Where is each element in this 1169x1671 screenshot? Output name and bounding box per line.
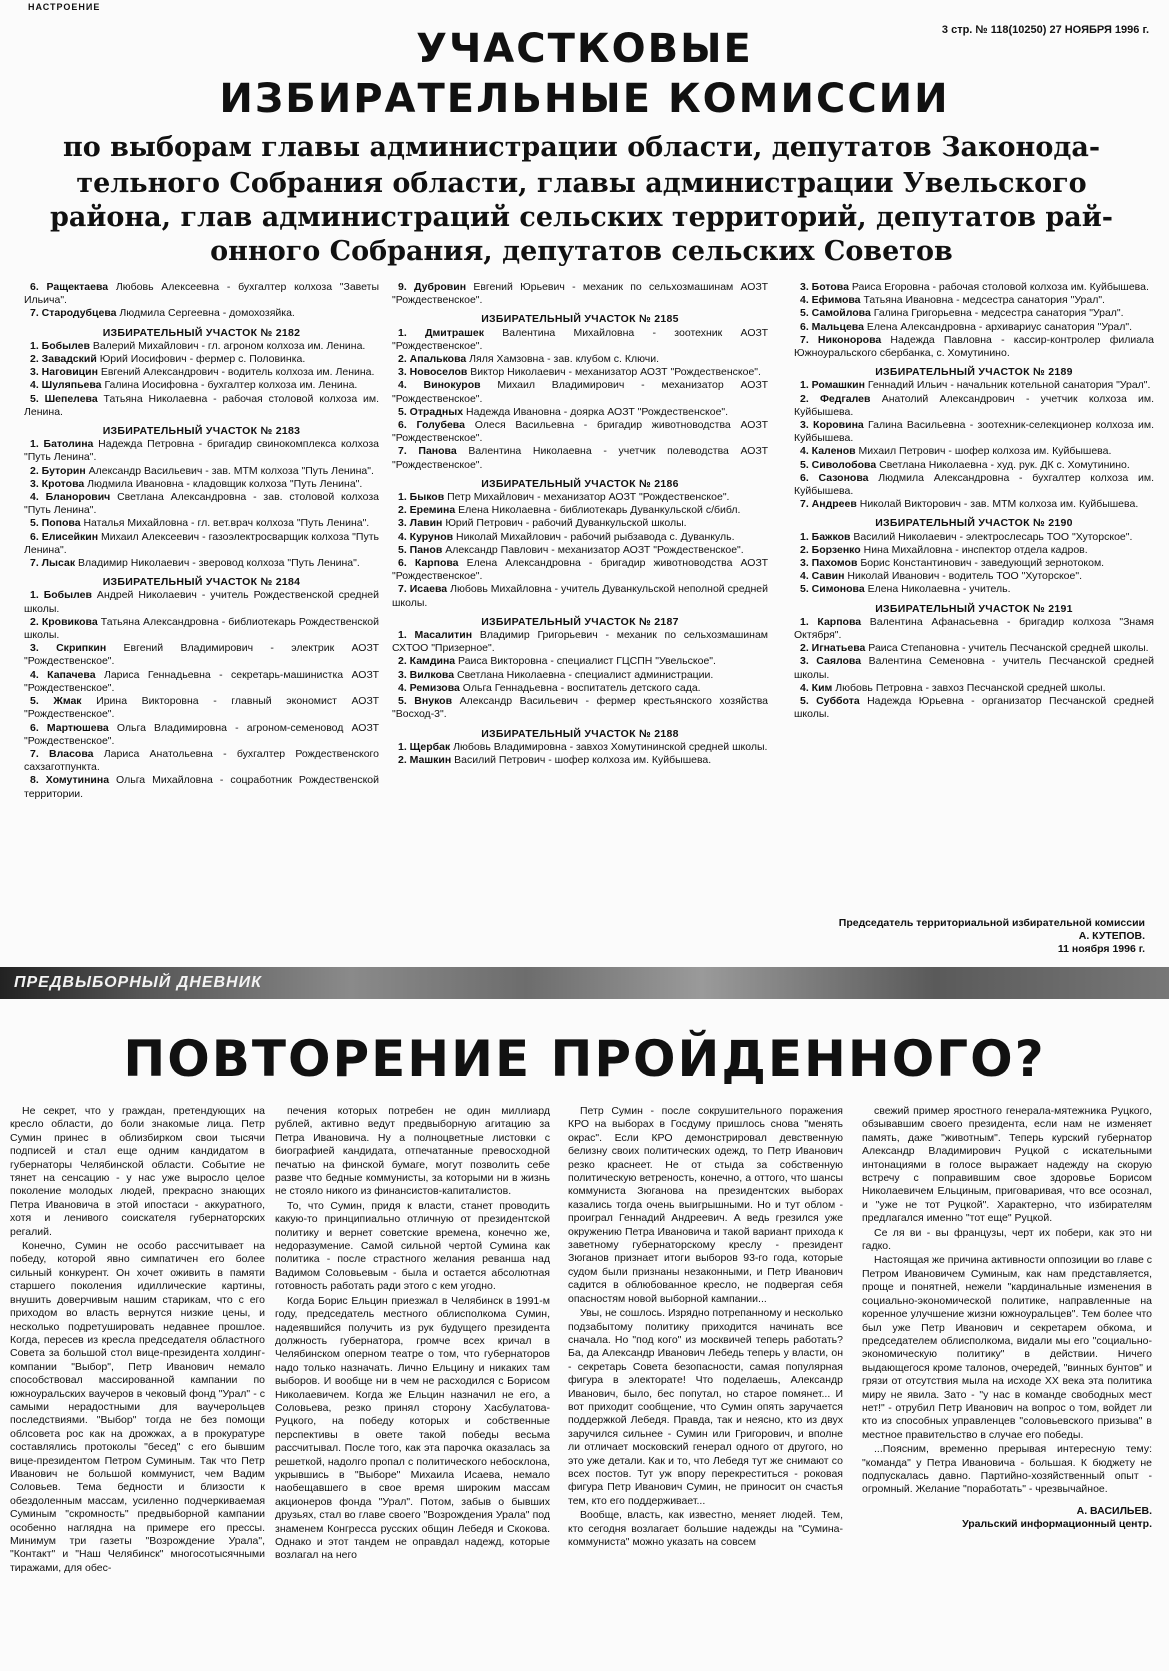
member-entry: 4. Шуляпьева Галина Иосифовна - бухгалтер колхоза им. Ленина. bbox=[30, 379, 358, 392]
member-entry: 1. Быков Петр Михайлович - механизатор АОЗТ "Рождественское". bbox=[398, 491, 730, 504]
article-column-4 bbox=[862, 1105, 1152, 1532]
signature-date: 11 ноября 1996 г. bbox=[1057, 943, 1145, 955]
subtitle-line3: района, глав администраций сельских территорий, депутатов рай- bbox=[50, 202, 1113, 233]
article-paragraph: Се ля ви - вы французы, черт их побери, как это ни гадко. bbox=[862, 1226, 1152, 1253]
article-source: Уральский информационный центр. bbox=[962, 1518, 1152, 1531]
subtitle-line1: по выборам главы администрации области, депутатов Законода- bbox=[62, 132, 1101, 163]
article-column-2 bbox=[275, 1105, 550, 1564]
member-entry: 5. Сиволобова Светлана Николаевна - худ. рук. ДК с. Хомутинино. bbox=[800, 458, 1130, 471]
member-list bbox=[794, 281, 1154, 360]
member-entry: 1. Ромашкин Геннадий Ильич - начальник котельной санатория "Урал". bbox=[800, 379, 1151, 392]
member-entry: 1. Батолина Надежда Петровна - бригадир свинокомплекса колхоза "Путь Ленина". bbox=[24, 438, 379, 464]
subtitle-line2: тельного Собрания области, главы администрации Увельского bbox=[76, 168, 1087, 199]
section-band bbox=[0, 967, 1169, 999]
member-entry: 1. Масалитин Владимир Григорьевич - механик по сельхозмашинам СХТОО "Призерное". bbox=[392, 629, 769, 655]
section-label: НАСТРОЕНИЕ bbox=[28, 2, 101, 12]
precinct-heading: ИЗБИРАТЕЛЬНЫЙ УЧАСТОК № 2189 bbox=[875, 366, 1073, 379]
member-list bbox=[24, 281, 379, 321]
member-list bbox=[392, 491, 768, 610]
member-entry: 5. Отрадных Надежда Ивановна - доярка АОЗТ "Рождественское". bbox=[398, 405, 729, 418]
member-entry: 5. Шепелева Татьяна Николаевна - рабочая столовой колхоза им. Ленина. bbox=[24, 392, 379, 418]
member-entry: 4. Бланорович Светлана Александровна - зав. столовой колхоза "Путь Ленина". bbox=[24, 491, 379, 517]
member-entry: 3. Наговицин Евгений Александрович - водитель колхоза им. Ленина. bbox=[30, 366, 375, 379]
member-entry: 2. Федгалев Анатолий Александрович - учетчик колхоза им. Куйбышева. bbox=[794, 392, 1155, 418]
article-paragraph: свежий пример яростного генерала-мятежника Руцкого, обзывавшим своего президента, если нам не изменяет память, даже "животным". Теперь курский губернатор Александр Владимирович Руцкой с искательными интонациями в голосе выражает надежду на скорую встречу с поправившим свое здоровье Борисом Николаевичем Ельциным, приговаривая, что все осознал, и "уже не тот Руцкой". Характерно, что избирателям предлагался именно "тот еще" Руцкой. bbox=[862, 1105, 1152, 1225]
precinct-heading: ИЗБИРАТЕЛЬНЫЙ УЧАСТОК № 2186 bbox=[481, 477, 679, 490]
member-list bbox=[24, 340, 379, 419]
issue-info: 3 стр. № 118(10250) 27 НОЯБРЯ 1996 г. bbox=[941, 24, 1149, 36]
article-headline: ПОВТОРЕНИЕ ПРОЙДЕННОГО? bbox=[123, 1030, 1046, 1088]
article-paragraph: Не секрет, что у граждан, претендующих на кресло области, до боли знакомые лица. Петр Сумин принес в облизбирком свои тысячи подписей и стал еще одним кандидатом в губернаторы Челябинской области. Событие не тянет на сенсацию - у нас уже выросло целое поколение молодых людей, прекрасно знающих Петра Ивановича в этой ипостаси - аккуратного, хотя и ленивого соискателя губернаторских регалий. bbox=[10, 1105, 265, 1238]
article-paragraph: Петр Сумин - после сокрушительного поражения КРО на выборах в Госдуму пришлось снова "менять окрас". Если КРО демонстрировал девственную белизну своих политических одежд, то Петр Иванович резко краснеет. Не от стыда за собственную политическую ветреность, конечно, а оттого, что шансы коммуниста Зюганова на президентских выборах казались тогда очень выигрышными. Но и тут облом - проиграл Геннадий Андреевич. А ведь грезился уже окружению Петра Ивановича и такой вариант прихода к заветному губернаторскому креслу - президент Зюганов признает итоги выборов 93-го года, которые судом были признаны незаконными, и Петр Иванович садится в облюбованное кресло, не подвергая себя опасностям новой выборной кампании... bbox=[568, 1105, 843, 1305]
member-entry: 2. Еремина Елена Николаевна - библиотекарь Дуванкульской с/библ. bbox=[398, 504, 741, 517]
precinct-heading: ИЗБИРАТЕЛЬНЫЙ УЧАСТОК № 2184 bbox=[102, 576, 301, 589]
member-list bbox=[24, 438, 379, 570]
commission-signature bbox=[780, 917, 1145, 956]
member-entry: 1. Бобылев Андрей Николаевич - учитель Рождественской средней школы. bbox=[24, 589, 379, 615]
member-list bbox=[794, 531, 1154, 597]
member-entry: 1. Бажков Василий Николаевич - электрослесарь ТОО "Хуторское". bbox=[800, 530, 1133, 543]
member-entry: 4. Каленов Михаил Петрович - шофер колхоза им. Куйбышева. bbox=[800, 445, 1112, 458]
article-paragraph: Конечно, Сумин не особо рассчитывает на победу, которой явно симпатичен его более сильный конкурент. Он хочет оживить в памяти старшего поколения идиллические картины, внушить доверчивым нашим старикам, что с его приходом во власть вернутся низкие цены, и несколько подретушировать недавнее прошлое. Когда, пересев из кресла председателя областного Совета за большой стол вице-президента холдинг-компании "Выбор", Петр Иванович немало способствовал массированной кампании по южноуральских ваучеров в чековый фонд "Урал" - с самыми нерадостными для ваучерольцев последствиями. "Выбор" тогда не без помощи облсовета рос как на дрожжах, а в прокуратуре составлялись протоколы "бесед" с его бывшим вице-президентом Петром Суминым. Так что Петр Иванович не большой коммунист, чем Вадим Соловьев. Тема бедности и близости к обездоленным массам, усиленно подчеркиваемая Суминым "скромность" предвыборной кампании особенно наглядна на примере его прессы. Минимум три газеты "Возрождение Урала", "Контакт" и "Наш Челябинск" многосотысячными тиражами, для обес- bbox=[10, 1240, 265, 1574]
member-entry: 2. Камдина Раиса Викторовна - специалист ГЦСПН "Увельское". bbox=[398, 655, 716, 668]
member-entry: 6. Мальцева Елена Александровна - архивариус санатория "Урал". bbox=[800, 320, 1133, 333]
precinct-heading: ИЗБИРАТЕЛЬНЫЙ УЧАСТОК № 2188 bbox=[481, 727, 679, 740]
member-entry: 2. Буторин Александр Васильевич - зав. МТМ колхоза "Путь Ленина". bbox=[30, 464, 374, 477]
precinct-heading: ИЗБИРАТЕЛЬНЫЙ УЧАСТОК № 2182 bbox=[102, 326, 301, 339]
member-entry: 3. Скрипкин Евгений Владимирович - электрик АОЗТ "Рождественское". bbox=[24, 642, 379, 668]
member-entry: 4. Ефимова Татьяна Ивановна - медсестра санатория "Урал". bbox=[800, 294, 1105, 307]
member-entry: 5. Жмак Ирина Викторовна - главный экономист АОЗТ "Рождественское". bbox=[24, 695, 379, 721]
member-entry: 2. Кровикова Татьяна Александровна - библиотекарь Рождественской школы. bbox=[24, 615, 379, 642]
member-list bbox=[392, 281, 768, 307]
member-entry: 2. Машкин Василий Петрович - шофер колхоза им. Куйбышева. bbox=[398, 753, 712, 766]
member-list bbox=[392, 741, 768, 767]
subtitle-line4: онного Собрания, депутатов сельских Советов bbox=[210, 236, 953, 267]
member-entry: 4. Ремизова Ольга Геннадьевна - воспитатель детского сада. bbox=[398, 681, 701, 694]
member-entry: 7. Стародубцева Людмила Сергеевна - домохозяйка. bbox=[30, 307, 295, 320]
member-entry: 2. Апалькова Ляля Хамзовна - зав. клубом с. Ключи. bbox=[398, 353, 659, 366]
member-entry: 7. Лысак Владимир Николаевич - зверовод колхоза "Путь Ленина". bbox=[30, 557, 360, 570]
member-entry: 7. Исаева Любовь Михайловна - учитель Дуванкульской неполной средней школы. bbox=[392, 583, 769, 609]
member-entry: 3. Новоселов Виктор Николаевич - механизатор АОЗТ "Рождественское". bbox=[398, 366, 761, 379]
member-entry: 6. Мартюшева Ольга Владимировна - агроном-семеновод АОЗТ "Рождественское". bbox=[24, 721, 379, 747]
member-entry: 5. Панов Александр Павлович - механизатор АОЗТ "Рождественское". bbox=[398, 543, 744, 556]
member-entry: 6. Голубева Олеся Васильевна - бригадир животноводства АОЗТ "Рождественское". bbox=[392, 419, 768, 445]
precinct-heading: ИЗБИРАТЕЛЬНЫЙ УЧАСТОК № 2183 bbox=[102, 425, 301, 438]
member-entry: 6. Елисейкин Михаил Алексеевич - газоэлектросварщик колхоза "Путь Ленина". bbox=[24, 530, 379, 556]
member-entry: 4. Савин Николай Иванович - водитель ТОО "Хуторское". bbox=[800, 570, 1083, 583]
member-entry: 7. Панова Валентина Николаевна - учетчик полеводства АОЗТ "Рождественское". bbox=[392, 445, 768, 471]
precinct-heading: ИЗБИРАТЕЛЬНЫЙ УЧАСТОК № 2187 bbox=[481, 615, 679, 628]
member-entry: 5. Суббота Надежда Юрьевна - организатор Песчанской средней школы. bbox=[794, 695, 1154, 721]
member-entry: 7. Власова Лариса Анатольевна - бухгалтер Рождественского сахзаготпункта. bbox=[24, 747, 379, 774]
member-entry: 1. Дмитрашек Валентина Михайловна - зоотехник АОЗТ "Рождественское". bbox=[392, 326, 769, 352]
signature-role: Председатель территориальной избирательной комиссии bbox=[838, 917, 1145, 929]
member-list bbox=[392, 327, 768, 472]
member-entry: 5. Внуков Александр Васильевич - фермер крестьянского хозяйства "Восход-3". bbox=[392, 695, 768, 721]
article-paragraphs bbox=[862, 1105, 1152, 1497]
signature-name: А. КУТЕПОВ. bbox=[1078, 930, 1145, 942]
member-entry: 1. Щербак Любовь Владимировна - завхоз Хомутининской средней школы. bbox=[398, 740, 768, 753]
member-entry: 3. Саялова Валентина Семеновна - учитель Песчанской средней школы. bbox=[794, 655, 1155, 681]
article-paragraph: Вообще, власть, как известно, меняет людей. Тем, кто сегодня возлагает большие надежды на "Сумина-коммуниста" можно указать на совсем bbox=[568, 1509, 843, 1548]
commission-column-1 bbox=[24, 281, 379, 801]
member-entry: 6. Сазонова Людмила Александровна - бухгалтер колхоза им. Куйбышева. bbox=[794, 471, 1154, 498]
member-entry: 7. Андреев Николай Викторович - зав. МТМ колхоза им. Куйбышева. bbox=[800, 498, 1139, 511]
member-entry: 2. Борзенко Нина Михайловна - инспектор отдела кадров. bbox=[800, 543, 1088, 556]
member-entry: 4. Курунов Николай Михайлович - рабочий рыбзавода с. Дуванкуль. bbox=[398, 530, 735, 543]
section-band-label: ПРЕДВЫБОРНЫЙ ДНЕВНИК bbox=[14, 974, 262, 991]
member-list bbox=[392, 629, 768, 721]
precinct-heading: ИЗБИРАТЕЛЬНЫЙ УЧАСТОК № 2190 bbox=[875, 517, 1073, 530]
member-entry: 6. Карпова Елена Александровна - бригадир животноводства АОЗТ "Рождественское". bbox=[392, 557, 768, 583]
member-entry: 6. Ращектаева Любовь Алексеевна - бухгалтер колхоза "Заветы Ильича". bbox=[24, 281, 379, 307]
article-column-1 bbox=[10, 1105, 265, 1576]
article-paragraph: Настоящая же причина активности оппозиции во главе с Петром Ивановичем Суминым, как нам представляется, проще и понятней, нежели "кардинальные изменения в социально-экономической политике, направленные на коренное улучшение жизни южноуральцев". Тем более что был уже Петр Иванович и секретарем обкома, и председателем облисполкома, видали мы его "социально-экономическую политику" в действии. Ничего выдающегося кроме талонов, очередей, "винных бунтов" и грязи от отсутствия мыла на исходе XX века эта политика миру не явила. Зато - "у нас в команде свободных мест нет!" - отрубил Петр Иванович на вопрос о том, войдет ли кто из способных управленцев "соловьевского призыва" в местное правительство в случае его победы. bbox=[862, 1254, 1152, 1441]
member-list bbox=[24, 589, 379, 800]
page-title-line2: ИЗБИРАТЕЛЬНЫЕ КОМИССИИ bbox=[219, 76, 950, 122]
member-entry: 4. Винокуров Михаил Владимирович - механизатор АОЗТ "Рождественское". bbox=[392, 379, 768, 405]
precinct-heading: ИЗБИРАТЕЛЬНЫЙ УЧАСТОК № 2191 bbox=[875, 602, 1073, 615]
member-entry: 5. Попова Наталья Михайловна - гл. вет.врач колхоза "Путь Ленина". bbox=[30, 517, 370, 530]
member-entry: 3. Коровина Галина Васильевна - зоотехник-селекционер колхоза им. Куйбышева. bbox=[794, 419, 1154, 445]
member-entry: 8. Хомутинина Ольга Михайловна - соцработник Рождественской территории. bbox=[24, 774, 379, 800]
member-entry: 1. Бобылев Валерий Михайлович - гл. агроном колхоза им. Ленина. bbox=[30, 339, 366, 352]
page-title-line1: УЧАСТКОВЫЕ bbox=[416, 26, 753, 72]
member-entry: 3. Кротова Людмила Ивановна - кладовщик колхоза "Путь Ленина". bbox=[30, 477, 363, 490]
member-entry: 4. Ким Любовь Петровна - завхоз Песчанской средней школы. bbox=[800, 681, 1106, 694]
member-entry: 5. Самойлова Галина Григорьевна - медсестра санатория "Урал". bbox=[800, 307, 1124, 320]
member-entry: 2. Завадский Юрий Иосифович - фермер с. Половинка. bbox=[30, 353, 306, 366]
member-entry: 3. Пахомов Борис Константинович - заведующий зернотоком. bbox=[800, 557, 1105, 570]
member-entry: 4. Капачева Лариса Геннадьевна - секретарь-машинистка АОЗТ "Рождественское". bbox=[24, 668, 380, 694]
article-paragraph: То, что Сумин, придя к власти, станет проводить какую-то принципиально отличную от президентской политику и вернет советские времена, конечно же, недоразумение. Самой сильной чертой Сумина как политика - после страстного желания реванша над Вадимом Соловьевым - была и остается абсолютная готовность работать ради этого с кем угодно. bbox=[275, 1199, 550, 1293]
article-paragraph: печения которых потребен не один миллиард рублей, активно ведут предвыборную агитацию за Петра Ивановича. Ну а полноцветные листовки с биографией кандидата, отпечатанные превосходной печатью на финской бумаге, могут позволить себе разве что бедные коммунисты, за которыми ни в жизнь не стояло никого из финансистов-капиталистов. bbox=[275, 1105, 550, 1198]
member-entry: 3. Лавин Юрий Петрович - рабочий Дуванкульской школы. bbox=[398, 517, 687, 530]
article-paragraph: Когда Борис Ельцин приезжал в Челябинск в 1991-м году, председатель местного облисполкома Сумин, надеявшийся получить из рук будущего президента должность губернатора, громче всех кричал в Челябинском оперном театре о том, что губернаторов надо только назначать. Лично Ельцину и никаких там выборов. И вообще ни в чем не расходился с Борисом Николаевичем. Когда же Ельцин назначил не его, а Соловьева, резко принял сторону Хасбулатова-Руцкого, на победу которых и собственные перспективы в овете такой победы весьма рассчитывал. После того, как эта парочка оказалась за решеткой, надолго пропал с политического небосклона, укрывшись в "Выборе" Михаила Исаева, немало наобещавшего в свое время широким массам акционеров фонда "Урал". Потом, забыв о бывших друзьях, стал во главе своего "Возрождения Урала" под знаменем Конгресса русских общин Лебедя и Скокова. Однако и этот тандем не оправдал надежд, которые возлагал на него bbox=[275, 1294, 550, 1562]
member-list bbox=[794, 379, 1154, 511]
member-entry: 3. Вилкова Светлана Николаевна - специалист администрации. bbox=[398, 668, 714, 681]
article-column-3 bbox=[568, 1105, 843, 1550]
member-entry: 5. Симонова Елена Николаевна - учитель. bbox=[800, 583, 1011, 596]
commission-column-2 bbox=[392, 281, 768, 767]
member-entry: 1. Карпова Валентина Афанасьевна - бригадир колхоза "Знамя Октября". bbox=[794, 615, 1154, 642]
article-author: А. ВАСИЛЬЕВ. bbox=[1076, 1504, 1152, 1517]
member-list bbox=[794, 616, 1154, 722]
article-paragraph: Увы, не сошлось. Изрядно потрепанному и несколько подзабытому политику приходится начинать все сначала. Но "под кого" из москвичей теперь работать? Ба, да Александр Иванович Лебедь теперь у власти, он - секретарь Совета безопасности, самая популярная фигура в электорате! Что поделаешь, Александр Иванович, было, бес попутал, но старое помянет... И вот приходит сообщение, что Сумин опять заручается поддержкой Лебедя. Правда, так и неясно, кто из двух заручился сильнее - Сумин или Григорович, и вполне ли отличает московский генерал одного от другого, но это уже детали. Как и то, что Лебедя тут же снимают со всех постов. Тут уж впору перекреститься - роковая фигура Петр Иванович Сумин, не приносит он счастья тем, кто его поддерживает... bbox=[568, 1307, 843, 1507]
member-entry: 9. Дубровин Евгений Юрьевич - механик по сельхозмашинам АОЗТ "Рождественское". bbox=[392, 281, 769, 307]
precinct-heading: ИЗБИРАТЕЛЬНЫЙ УЧАСТОК № 2185 bbox=[481, 313, 679, 326]
member-entry: 2. Игнатьева Раиса Степановна - учитель Песчанской средней школы. bbox=[800, 642, 1149, 655]
member-entry: 3. Ботова Раиса Егоровна - рабочая столовой колхоза им. Куйбышева. bbox=[800, 281, 1149, 293]
member-entry: 7. Никонорова Надежда Павловна - кассир-контролер филиала Южноуральского сбербанка, с. Хомутинино. bbox=[794, 333, 1155, 360]
article-paragraph: ...Поясним, временно прерывая интересную тему: "команда" у Петра Ивановича - большая. К бюджету не подпускалась давно. Партийно-хозяйственный опыт - огромный. Желание "поработать" - чрезвычайное. bbox=[862, 1443, 1152, 1496]
commission-column-3 bbox=[794, 281, 1154, 722]
